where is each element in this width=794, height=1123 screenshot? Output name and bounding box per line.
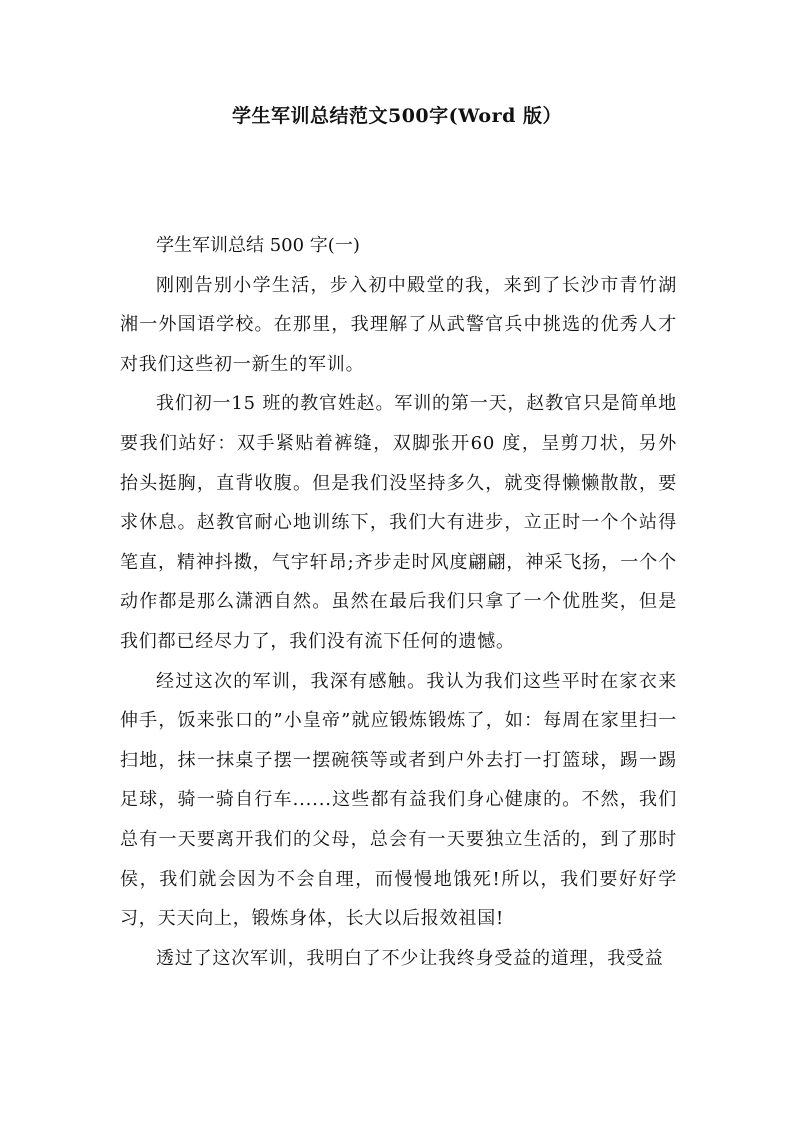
document-body <box>120 226 677 978</box>
paragraph-3: 经过这次的军训，我深有感触。我认为我们这些平时在家衣来伸手，饭来张口的”小皇帝”就应锻炼锻炼了，如：每周在家里扫一扫地，抹一抹桌子摆一摆碗筷等或者到户外去打一打篮球，踢一踢足球，骑一骑自行车......这些都有益我们身心健康的。不然，我们总有一天要离开我们的父母，总会有一天要独立生活的，到了那时侯，我们就会因为不会自理，而慢慢地饿死!所以，我们要好好学习，天天向上，锻炼身体，长大以后报效祖国! <box>120 670 677 930</box>
paragraph-1: 刚刚告别小学生活，步入初中殿堂的我，来到了长沙市青竹湖湘一外国语学校。在那里，我理解了从武警官兵中挑选的优秀人才对我们这些初一新生的军训。 <box>120 274 677 375</box>
paragraph-2: 我们初一15 班的教官姓赵。军训的第一天，赵教官只是简单地要我们站好：双手紧贴着裤缝，双脚张开60 度，呈剪刀状，另外抬头挺胸，直背收腹。但是我们没坚持多久，就变得懒懒散散，要求休息。赵教官耐心地训练下，我们大有进步，立正时一个个站得笔直，精神抖擞，气宇轩昂;齐步走时风度翩翩，神采飞扬，一个个动作都是那么潇洒自然。虽然在最后我们只拿了一个优胜奖，但是我们都已经尽力了，我们没有流下任何的遗憾。 <box>120 393 677 652</box>
section-heading: 学生军训总结 500 字(一) <box>156 235 360 256</box>
paragraph-4: 透过了这次军训，我明白了不少让我终身受益的道理，我受益 <box>156 947 664 969</box>
document-title: 学生军训总结范文500字(Word 版） <box>231 105 563 127</box>
